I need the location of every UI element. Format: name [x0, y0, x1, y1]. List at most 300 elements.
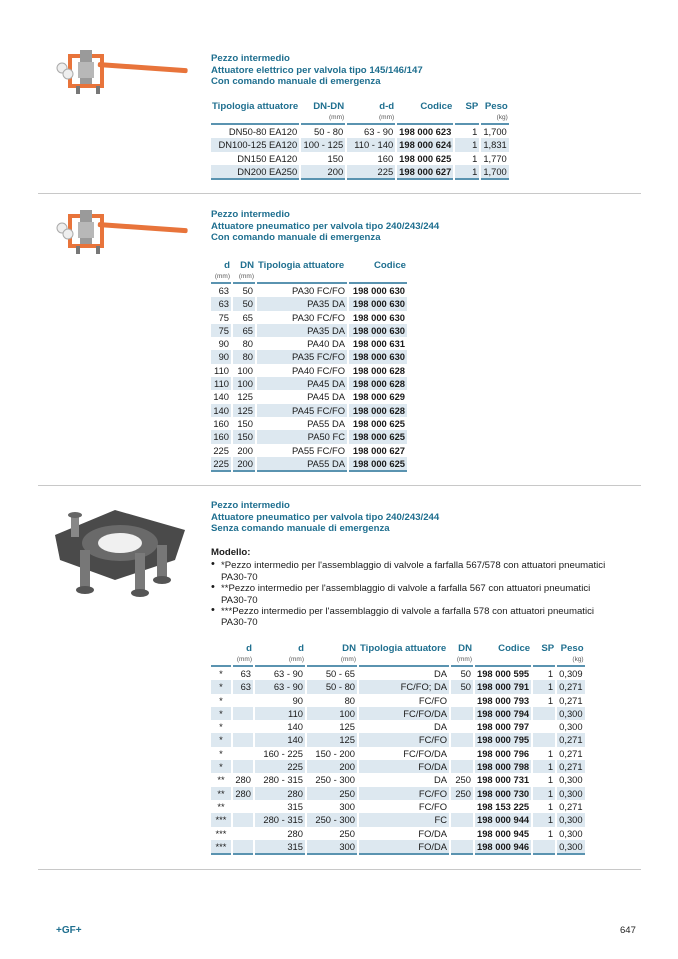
- table-cell: 198 000 791: [477, 681, 530, 693]
- table-cell: 280 - 315: [255, 813, 305, 826]
- table-cell: 1: [472, 152, 478, 164]
- column-header: Peso: [484, 101, 508, 112]
- table-cell: 150 - 200: [315, 747, 355, 759]
- column-unit: [257, 272, 347, 284]
- table-cell: [451, 760, 473, 773]
- section1-title: [211, 53, 423, 88]
- table-cell: 90: [211, 350, 231, 363]
- column-unit: (mm): [211, 272, 231, 284]
- table-cell: 280: [235, 774, 251, 786]
- column-unit: (mm): [347, 113, 395, 125]
- table-cell: DA: [433, 668, 447, 679]
- table-cell: 1,831: [483, 139, 507, 151]
- table-cell: 198 000 944: [477, 814, 530, 826]
- table-cell: 198 000 731: [477, 774, 530, 786]
- table-cell: FC/FO: [418, 800, 447, 812]
- table-cell: *: [211, 760, 231, 773]
- table-cell: 0,300: [557, 840, 584, 855]
- table-cell: 300: [339, 800, 355, 812]
- table-cell: PA35 DA: [257, 324, 347, 337]
- table-cell: 160: [377, 152, 394, 164]
- table-cell: 200: [307, 760, 357, 773]
- column-header: DN: [342, 643, 356, 654]
- table-cell: 150: [327, 152, 344, 164]
- table-cell: 225: [211, 457, 231, 472]
- table-cell: [451, 733, 473, 746]
- table-cell: 280: [255, 787, 305, 800]
- table-cell: 250: [451, 787, 473, 800]
- table-cell: 198 000 946: [475, 840, 531, 855]
- table-row: [211, 337, 407, 350]
- table-cell: ***: [215, 827, 227, 839]
- table-cell: 200: [233, 457, 255, 472]
- table-cell: FC/FO: [418, 694, 447, 706]
- table-cell: FO/DA: [359, 840, 449, 855]
- table-cell: 1: [547, 774, 554, 786]
- table-cell: 125: [237, 391, 253, 403]
- table-row: [211, 417, 407, 430]
- table-row: [211, 840, 585, 855]
- section-divider: [38, 869, 641, 870]
- table-cell: PA40 DA: [307, 338, 345, 350]
- table-cell: 1: [455, 165, 479, 180]
- column-unit: [349, 272, 407, 284]
- model-notes: [211, 547, 641, 629]
- table-cell: 198 000 630: [349, 297, 407, 310]
- table-cell: 63: [240, 668, 251, 679]
- table-cell: 90: [218, 338, 229, 350]
- table-cell: ***: [211, 840, 231, 855]
- table-cell: 63 - 90: [363, 126, 394, 137]
- table-cell: 198 000 625: [349, 430, 407, 443]
- table-cell: 0,300: [559, 721, 583, 733]
- column-unit: (kg): [557, 655, 584, 667]
- table-cell: 50: [233, 297, 255, 310]
- table-cell: PA30 FC/FO: [292, 311, 345, 323]
- table-cell: *: [219, 694, 223, 706]
- table-cell: 110: [255, 707, 305, 720]
- table-row: [211, 444, 407, 457]
- table-cell: 50: [460, 668, 471, 679]
- table-cell: 198 153 225: [477, 800, 530, 812]
- table-cell: 198 000 797: [477, 721, 530, 733]
- table-cell: [233, 760, 253, 773]
- table-cell: ***: [211, 813, 231, 826]
- table-cell: 198 000 625: [352, 417, 405, 429]
- table-cell: 0,271: [559, 800, 583, 812]
- section-divider: [38, 193, 641, 194]
- table-cell: 200: [237, 444, 253, 456]
- table-cell: 225: [347, 165, 395, 180]
- table-cell: 198 000 628: [349, 404, 407, 417]
- table-cell: FC/FO: [359, 787, 449, 800]
- column-header: Codice: [374, 260, 406, 271]
- table-cell: 198 000 631: [352, 338, 405, 350]
- table-cell: *: [211, 733, 231, 746]
- table-cell: 1: [547, 694, 554, 706]
- table-cell: 1: [547, 747, 554, 759]
- gf-logo: +GF+: [56, 925, 82, 936]
- mounting-plate-table: [209, 643, 587, 855]
- table-cell: 160: [211, 430, 231, 443]
- section2-title-line: Con comando manuale di emergenza: [211, 232, 381, 244]
- column-unit: [211, 655, 231, 667]
- table-cell: 150: [233, 430, 255, 443]
- table-cell: [533, 840, 555, 855]
- column-header: Codice: [420, 101, 453, 112]
- table-cell: 1,700: [483, 126, 507, 137]
- table-cell: 1: [533, 680, 555, 693]
- column-header: d: [224, 260, 230, 271]
- table-row: [211, 311, 407, 324]
- table-cell: [533, 733, 555, 746]
- table-cell: 80: [344, 694, 355, 706]
- column-header: SP: [541, 643, 555, 654]
- section3-title-line: Senza comando manuale di emergenza: [211, 523, 390, 535]
- table-cell: 80: [233, 350, 255, 363]
- model-note: • **Pezzo intermedio per l'assemblaggio di valvole a farfalla 567 con attuatori pneumatici PA30-70: [211, 583, 611, 606]
- table-cell: PA55 DA: [307, 417, 345, 429]
- table-cell: 198 000 795: [477, 734, 530, 746]
- table-cell: [533, 707, 555, 720]
- table-cell: 198 000 628: [352, 364, 405, 376]
- table-row: [211, 457, 407, 472]
- column-unit: (kg): [481, 113, 508, 125]
- table-row: [211, 694, 585, 707]
- table-cell: 198 000 630: [352, 285, 405, 296]
- table-cell: 198 000 630: [349, 350, 407, 363]
- table-row: [211, 297, 407, 310]
- table-cell: DA: [433, 774, 447, 786]
- table-cell: 50 - 65: [325, 668, 355, 679]
- table-cell: 198 000 793: [477, 694, 530, 706]
- table-cell: 75: [211, 324, 231, 337]
- table-cell: 198 000 796: [477, 747, 530, 759]
- table-cell: 1: [533, 813, 555, 826]
- column-header: DN: [240, 260, 254, 271]
- table-cell: [233, 840, 253, 855]
- actuator-image-electric: [40, 42, 190, 106]
- model-note: • *Pezzo intermedio per l'assemblaggio di valvole a farfalla 567/578 con attuatori pneumatici PA30-70: [211, 560, 626, 583]
- table-cell: *: [219, 668, 223, 679]
- column-unit: (mm): [451, 655, 473, 667]
- section2-title-line: Pezzo intermedio: [211, 209, 290, 220]
- table-cell: PA55 DA: [257, 457, 347, 472]
- table-cell: 100: [233, 377, 255, 390]
- column-header: Tipologia attuatore: [360, 643, 447, 654]
- table-cell: *: [219, 747, 223, 759]
- table-row: [211, 680, 585, 693]
- table-cell: 1,770: [483, 152, 507, 164]
- table-cell: FO/DA: [359, 760, 449, 773]
- table-cell: 140: [287, 721, 303, 733]
- table-row: [211, 390, 407, 403]
- table-units-row: [211, 655, 585, 667]
- table-cell: 0,271: [559, 747, 583, 759]
- table-cell: 280 - 315: [263, 774, 303, 786]
- column-header: d: [246, 643, 252, 654]
- table-cell: 250: [339, 827, 355, 839]
- table-cell: 65: [242, 311, 253, 323]
- electric-actuator-table: [209, 101, 511, 180]
- table-row: [211, 138, 509, 151]
- table-cell: 225: [213, 444, 229, 456]
- column-unit: [455, 113, 479, 125]
- column-header: Codice: [498, 643, 531, 654]
- table-cell: 80: [242, 338, 253, 350]
- table-cell: 198 000 730: [477, 787, 530, 799]
- table-header-row: [211, 260, 407, 272]
- table-cell: 110: [214, 364, 229, 376]
- table-cell: *: [219, 721, 223, 733]
- table-cell: 140: [213, 391, 229, 403]
- table-cell: 1: [547, 827, 554, 839]
- column-header: DN: [458, 643, 472, 654]
- table-cell: 0,300: [559, 707, 583, 719]
- table-cell: *: [211, 707, 231, 720]
- table-cell: 1: [472, 126, 478, 137]
- table-cell: 63: [233, 680, 253, 693]
- table-cell: 50 - 80: [307, 680, 357, 693]
- table-cell: FC/FO; DA: [359, 680, 449, 693]
- table-cell: [233, 733, 253, 746]
- table-row: [211, 152, 509, 165]
- column-header: Tipologia attuatore: [212, 101, 299, 112]
- column-header: Peso: [560, 643, 584, 654]
- table-units-row: [211, 272, 407, 284]
- table-cell: 250: [455, 774, 471, 786]
- table-cell: 90: [292, 694, 303, 706]
- table-cell: PA30 FC/FO: [292, 285, 345, 296]
- table-cell: FC/FO/DA: [359, 707, 449, 720]
- section3-title-line: Pezzo intermedio: [211, 500, 290, 511]
- section2-title: [211, 209, 439, 244]
- table-row: [211, 165, 509, 180]
- table-cell: [233, 694, 253, 707]
- table-cell: 63: [211, 297, 231, 310]
- table-cell: 198 000 625: [399, 152, 452, 164]
- table-cell: 200: [301, 165, 345, 180]
- table-cell: [451, 707, 473, 720]
- table-cell: 50: [451, 680, 473, 693]
- column-header: SP: [465, 101, 479, 112]
- table-cell: 100: [307, 707, 357, 720]
- column-unit: (mm): [233, 655, 253, 667]
- table-cell: PA40 FC/FO: [292, 364, 345, 376]
- section2-title-line: Attuatore pneumatico per valvola tipo 240/243/244: [211, 220, 440, 232]
- column-header: d-d: [379, 101, 395, 112]
- table-cell: 50: [242, 285, 253, 296]
- column-unit: [533, 655, 555, 667]
- table-cell: 140: [211, 404, 231, 417]
- column-header: DN-DN: [313, 101, 345, 112]
- table-cell: DN100-125 EA120: [211, 138, 299, 151]
- column-unit: (mm): [307, 655, 357, 667]
- table-cell: 198 000 595: [477, 668, 530, 679]
- table-cell: 198 000 627: [397, 165, 453, 180]
- table-cell: 198 000 623: [399, 126, 452, 137]
- table-cell: 160: [213, 417, 229, 429]
- table-cell: 110: [211, 377, 231, 390]
- table-cell: [451, 694, 473, 707]
- column-header: d: [298, 643, 304, 654]
- table-cell: 0,271: [559, 761, 583, 773]
- table-cell: 1: [533, 787, 555, 800]
- column-unit: [359, 655, 449, 667]
- table-cell: 0,271: [559, 681, 583, 693]
- table-row: [211, 733, 585, 746]
- model-label: Modello:: [211, 547, 251, 558]
- table-cell: [451, 827, 473, 840]
- column-unit: [475, 655, 531, 667]
- table-cell: [451, 840, 473, 855]
- table-cell: 0,309: [559, 668, 583, 679]
- model-note: • ***Pezzo intermedio per l'assemblaggio di valvole a farfalla 578 con attuatori pneumatici PA30-70: [211, 606, 611, 629]
- table-cell: 198 000 628: [349, 377, 407, 390]
- mounting-plate-image: [45, 495, 195, 605]
- table-cell: 198 000 625: [349, 457, 407, 472]
- table-cell: [451, 813, 473, 826]
- table-row: [211, 430, 407, 443]
- table-cell: 63 - 90: [273, 668, 303, 679]
- table-cell: PA55 FC/FO: [292, 444, 345, 456]
- table-cell: FC/FO/DA: [403, 747, 447, 759]
- column-unit: [397, 113, 453, 125]
- table-cell: 0,300: [559, 774, 583, 786]
- table-cell: DN200 EA250: [211, 165, 299, 180]
- table-cell: 150: [237, 417, 253, 429]
- table-row: [211, 707, 585, 720]
- section1-title-line: Con comando manuale di emergenza: [211, 76, 381, 88]
- table-cell: [451, 747, 473, 760]
- table-cell: 280: [287, 827, 303, 839]
- table-row: [211, 324, 407, 337]
- table-cell: FO/DA: [418, 827, 447, 839]
- table-cell: PA45 DA: [257, 377, 347, 390]
- table-row: [211, 787, 585, 800]
- section1-title-line: Attuatore elettrico per valvola tipo 145/146/147: [211, 64, 423, 76]
- table-row: [211, 800, 585, 813]
- table-cell: 0,300: [559, 827, 583, 839]
- table-cell: 1: [533, 760, 555, 773]
- column-header: [211, 643, 231, 655]
- table-cell: 63: [218, 285, 229, 296]
- table-cell: 110 - 140: [347, 138, 395, 151]
- table-row: [211, 827, 585, 840]
- table-cell: *: [211, 680, 231, 693]
- table-cell: [533, 720, 555, 733]
- table-cell: [451, 720, 473, 733]
- table-cell: 1: [547, 668, 554, 679]
- table-cell: 315: [255, 840, 305, 855]
- section-divider: [38, 485, 641, 486]
- table-cell: DN150 EA120: [237, 152, 298, 164]
- table-cell: 125: [307, 733, 357, 746]
- table-cell: FC: [359, 813, 449, 826]
- section3-title-line: Attuatore pneumatico per valvola tipo 240/243/244: [211, 511, 440, 523]
- table-row: [211, 720, 585, 733]
- column-unit: (mm): [255, 655, 305, 667]
- column-unit: (mm): [233, 272, 255, 284]
- table-row: [211, 773, 585, 786]
- column-header: Tipologia attuatore: [258, 260, 345, 271]
- table-cell: 1: [455, 138, 479, 151]
- table-cell: 0,271: [559, 694, 583, 706]
- table-cell: **: [217, 800, 225, 812]
- table-cell: 0,300: [559, 787, 583, 799]
- column-unit: [211, 113, 299, 125]
- table-cell: 1: [547, 800, 554, 812]
- table-cell: 125: [233, 404, 255, 417]
- actuator-image-pneumatic: [40, 202, 190, 266]
- table-cell: 75: [218, 311, 229, 323]
- table-cell: 0,271: [559, 734, 583, 746]
- table-cell: 100: [237, 364, 253, 376]
- table-row: [211, 377, 407, 390]
- table-header-row: [211, 643, 585, 655]
- section1-title-line: Pezzo intermedio: [211, 53, 290, 64]
- table-cell: [233, 827, 253, 840]
- table-cell: 225: [255, 760, 305, 773]
- table-cell: 65: [233, 324, 255, 337]
- table-cell: PA35 DA: [257, 297, 347, 310]
- table-cell: 198 000 630: [352, 311, 405, 323]
- table-cell: 50 - 80: [313, 126, 344, 137]
- table-cell: [451, 800, 473, 813]
- table-cell: 198 000 627: [352, 444, 405, 456]
- table-cell: 140: [255, 733, 305, 746]
- table-header-row: [211, 101, 509, 113]
- table-row: [211, 747, 585, 760]
- table-cell: 1,700: [481, 165, 508, 180]
- table-row: [211, 284, 407, 297]
- table-row: [211, 667, 585, 680]
- table-cell: 125: [339, 721, 355, 733]
- table-cell: [233, 747, 253, 760]
- table-cell: [233, 800, 253, 813]
- table-cell: 198 000 794: [477, 707, 530, 719]
- table-cell: DA: [433, 721, 447, 733]
- table-cell: **: [211, 787, 231, 800]
- table-cell: 315: [287, 800, 303, 812]
- table-cell: PA45 FC/FO: [257, 404, 347, 417]
- table-cell: 280: [233, 787, 253, 800]
- table-cell: 198 000 798: [477, 761, 530, 773]
- table-cell: [233, 720, 253, 733]
- table-cell: PA50 FC: [257, 430, 347, 443]
- table-cell: 300: [307, 840, 357, 855]
- table-cell: **: [217, 774, 225, 786]
- table-cell: 198 000 624: [399, 139, 452, 151]
- table-cell: [233, 813, 253, 826]
- table-row: [211, 760, 585, 773]
- table-cell: 198 000 630: [349, 324, 407, 337]
- table-cell: DN50-80 EA120: [228, 126, 298, 137]
- table-cell: 250 - 300: [307, 813, 357, 826]
- table-cell: 63 - 90: [255, 680, 305, 693]
- table-cell: 100 - 125: [301, 138, 345, 151]
- table-cell: PA35 FC/FO: [257, 350, 347, 363]
- table-cell: 198 000 945: [477, 827, 530, 839]
- table-row: [211, 364, 407, 377]
- table-row: [211, 350, 407, 363]
- table-cell: 0,300: [559, 814, 583, 826]
- table-cell: FC/FO: [359, 733, 449, 746]
- page-number: 647: [620, 925, 636, 936]
- table-row: [211, 813, 585, 826]
- pneumatic-actuator-table: [209, 260, 409, 472]
- table-row: [211, 404, 407, 417]
